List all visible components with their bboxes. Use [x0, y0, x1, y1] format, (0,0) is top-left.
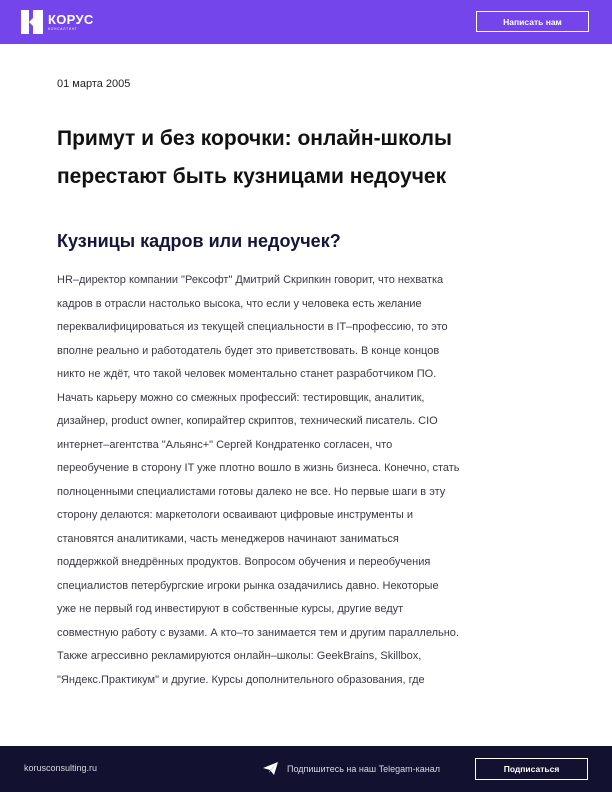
title-line: перестают быть кузницами недоучек [57, 165, 447, 188]
telegram-promo[interactable] [263, 762, 440, 775]
body-line: поддержкой внедрённых продуктов. Вопросом обучения и переобучения [57, 556, 431, 568]
korus-logo-icon [21, 10, 43, 34]
subscribe-button[interactable]: Подписаться [475, 758, 588, 780]
body-line: Также агрессивно рекламируются онлайн–школы: GeekBrains, Skillbox, [57, 650, 422, 662]
body-line: никто не ждёт, что такой человек моментально станет разработчиком ПО. [57, 368, 437, 380]
body-line: кадров в отрасли настолько высока, что если у человека есть желание [57, 297, 422, 310]
body-line: специалистов петербургские игроки рынка озадачились давно. Некоторые [57, 579, 439, 592]
body-line: становятся аналитиками, часть менеджеров начинают заниматься [57, 532, 399, 545]
body-line: HR–директор компании "Рексофт" Дмитрий Скрипкин говорит, что нехватка [57, 274, 444, 286]
body-line: Начать карьеру можно со смежных профессий: тестировщик, аналитик, [57, 391, 425, 404]
logo-subtitle: КОНСАЛТИНГ [48, 26, 78, 31]
body-line: сторону делаются: маркетологи осваивают цифровые инструменты и [57, 509, 413, 521]
body-line: уже не первый год инвестируют в собственные курсы, другие ведут [57, 603, 404, 615]
logo[interactable] [21, 10, 94, 34]
footer [0, 746, 612, 792]
body-line: интернет–агентства "Альянс+" Сергей Кондратенко согласен, что [57, 438, 393, 451]
article-title [57, 120, 567, 196]
body-line: вполне реально и работодатель будет это приветствовать. В конце концов [57, 344, 440, 357]
body-line: полноценными специалистами готовы далеко не все. Но первые шаги в эту [57, 485, 446, 498]
body-line: переквалифицироваться из текущей специальности в IT–профессию, то это [57, 321, 448, 333]
article-date: 01 марта 2005 [57, 78, 131, 90]
logo-name: КОРУС [48, 11, 94, 27]
telegram-label: Подпишитесь на наш Telegam-канал [287, 763, 440, 774]
body-line: дизайнер, product owner, копирайтер скриптов, технический писатель. CIO [57, 415, 438, 427]
title-line: Примут и без корочки: онлайн-школы [57, 127, 452, 150]
section-heading: Кузницы кадров или недоучек? [57, 231, 341, 251]
header [0, 0, 612, 44]
site-link[interactable]: korusconsulting.ru [24, 763, 98, 773]
body-line: "Яндекс.Практикум" и другие. Курсы дополнительного образования, где [57, 673, 425, 686]
paper-plane-icon [263, 762, 278, 775]
body-line: совместную работу с вузами. А кто–то занимается тем и другим параллельно. [57, 626, 459, 639]
article-body [57, 269, 557, 692]
write-to-us-button[interactable]: Написать нам [476, 11, 589, 32]
body-line: переобучение в сторону IT уже плотно вошло в жизнь бизнеса. Конечно, стать [57, 462, 460, 474]
